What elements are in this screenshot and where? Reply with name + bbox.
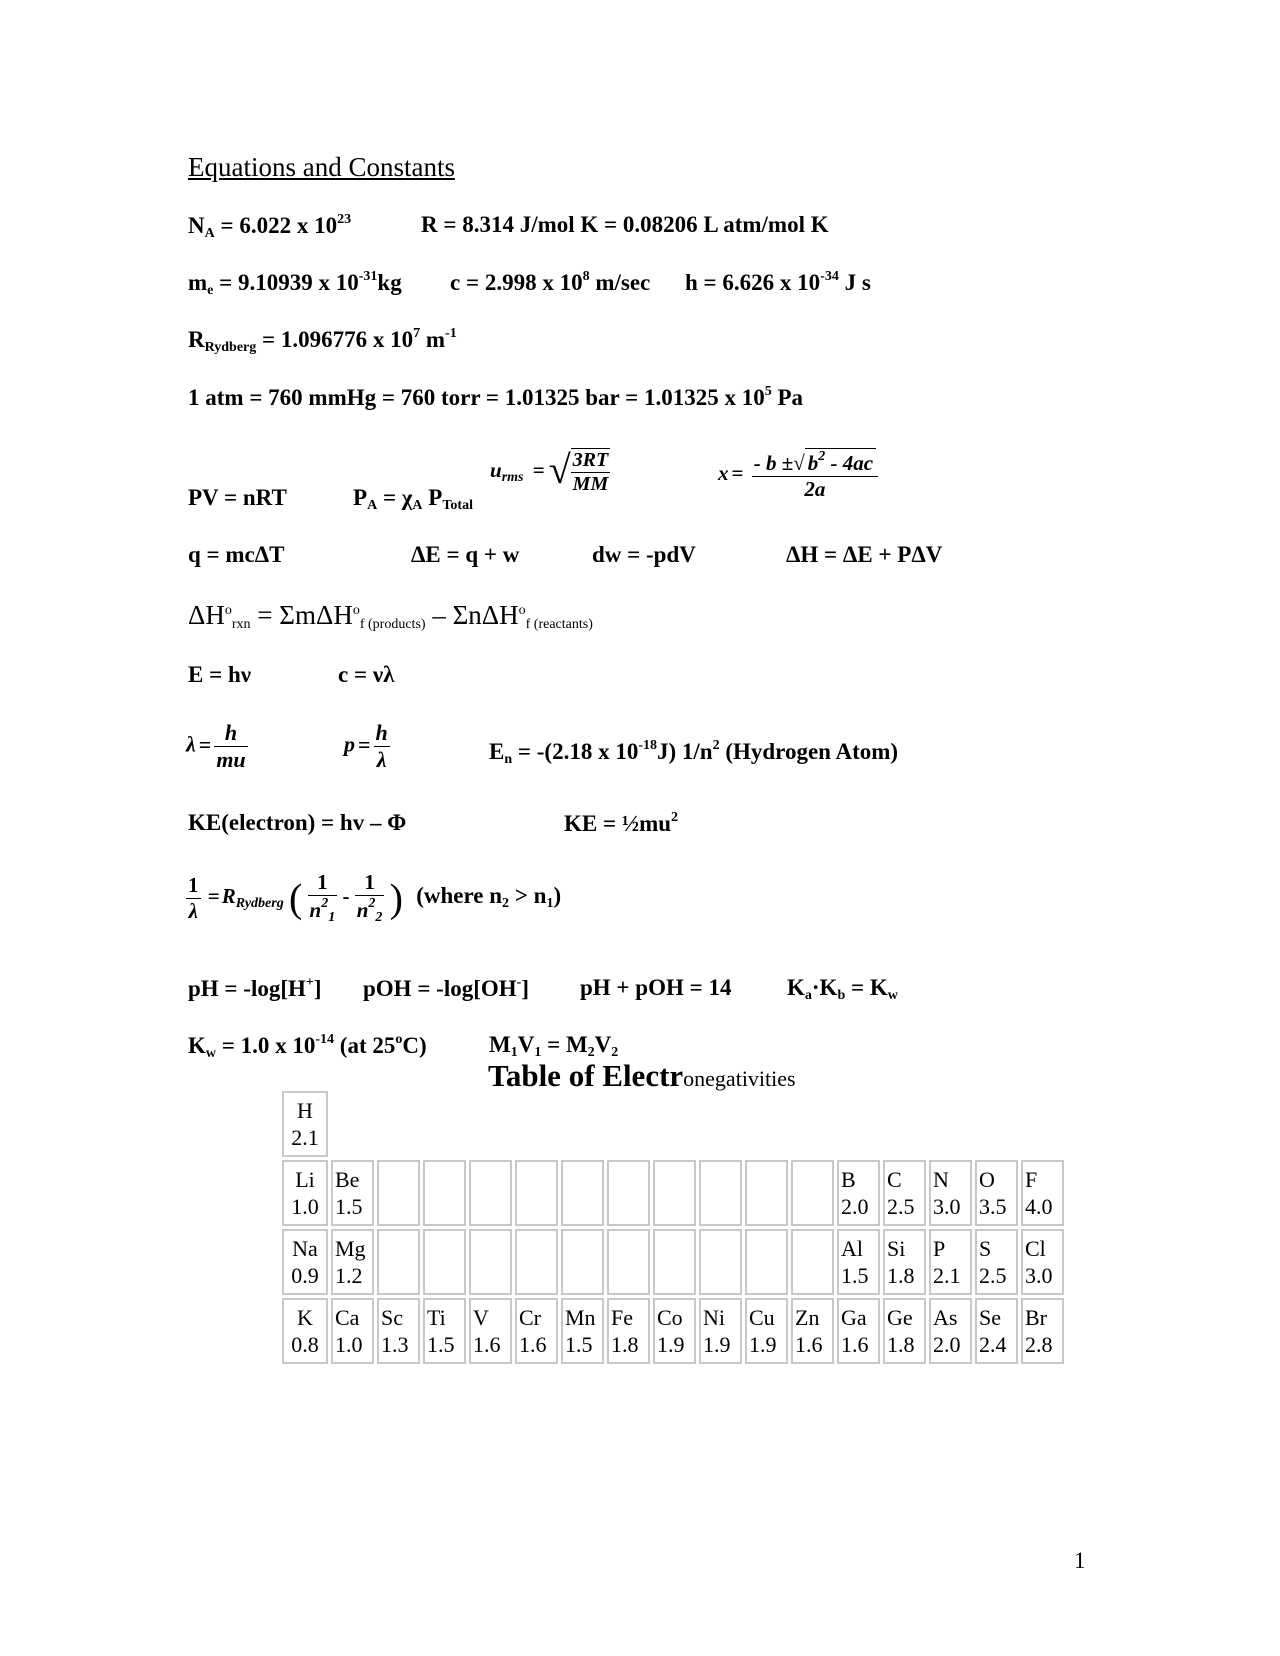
rydberg-equation: $\frac{1}{\lambda}$ $=R_{Rydberg}$ ( $\frac{1}{n^2_1}$ - $\frac{1}{n^2_2}$ ) (where $n_2 > n_1$) bbox=[188, 870, 562, 925]
element-cell: B 2.0 bbox=[837, 1160, 880, 1226]
element-cell: N 3.0 bbox=[929, 1160, 972, 1226]
element-cell: Cu 1.9 bbox=[745, 1298, 788, 1364]
page-number: 1 bbox=[1074, 1548, 1086, 1573]
electronegativity-table bbox=[279, 1088, 1067, 1367]
element-cell: Ca 1.0 bbox=[331, 1298, 374, 1364]
element-cell: S 2.5 bbox=[975, 1229, 1018, 1295]
ph-equation: pH = -log[H+] bbox=[188, 975, 322, 1001]
element-cell: F 4.0 bbox=[1021, 1160, 1064, 1226]
element-cell: Ga 1.6 bbox=[837, 1298, 880, 1364]
page-title: Equations and Constants bbox=[188, 152, 455, 182]
element-cell: Fe 1.8 bbox=[607, 1298, 650, 1364]
element-cell: As 2.0 bbox=[929, 1298, 972, 1364]
element-cell: Mn 1.5 bbox=[561, 1298, 604, 1364]
element-cell: K 0.8 bbox=[282, 1298, 328, 1364]
gas-constant: R = 8.314 J/mol K = 0.08206 L atm/mol K bbox=[421, 212, 829, 237]
rydberg-constant: $R_{Rydberg} = 1.096776$ x $10^7$ $m^{-1}$ bbox=[188, 326, 457, 355]
element-cell: P 2.1 bbox=[929, 1229, 972, 1295]
dilution-equation: $M_1V_1 = M_2V_2$ bbox=[489, 1032, 619, 1060]
element-cell: Ti 1.5 bbox=[423, 1298, 466, 1364]
quadratic-formula: x = $\frac{- b \pm√ b^2 - 4ac}{2a}$ bbox=[718, 448, 878, 502]
element-cell: O 3.5 bbox=[975, 1160, 1018, 1226]
hydrogen-energy: $E_n = -(2.18$ x $10^{-18}J$) $1/n^2$ (Hydrogen Atom) bbox=[489, 738, 899, 767]
element-cell: Cr 1.6 bbox=[515, 1298, 558, 1364]
momentum-equation: p = $\frac{h}{\lambda}$ bbox=[344, 720, 388, 772]
element-cell: Al 1.5 bbox=[837, 1229, 880, 1295]
wave-equation: c = νλ bbox=[338, 662, 395, 687]
kw-value: $K_w = 1.0$ x $10^{-14}$ (at 25$^o$C) bbox=[188, 1032, 427, 1061]
enthalpy-equation: ΔH = ΔE + PΔV bbox=[786, 542, 943, 567]
kinetic-energy: KE = $\frac{1}{2}mu^2$ bbox=[564, 810, 679, 836]
element-cell: Sc 1.3 bbox=[377, 1298, 420, 1364]
speed-of-light: c = 2.998 x $10^8$ m/sec bbox=[450, 269, 651, 295]
work-equation: dw = -pdV bbox=[592, 542, 696, 567]
element-cell: Si 1.8 bbox=[883, 1229, 926, 1295]
urms-equation: $u_{rms}$ = √ $\frac{3RT}{MM}$ bbox=[490, 447, 609, 496]
element-cell: Li 1.0 bbox=[282, 1160, 328, 1226]
pressure-conversions: 1 atm = 760 mmHg = 760 torr = 1.01325 bar = 1.01325 x $10^5$ Pa bbox=[188, 384, 804, 410]
element-cell: Ge 1.8 bbox=[883, 1298, 926, 1364]
element-cell: Mg 1.2 bbox=[331, 1229, 374, 1295]
heat-equation: q = mcΔT bbox=[188, 542, 285, 567]
ka-kb-relation: $K_a\cdot K_b = K_w$ bbox=[787, 975, 898, 1003]
hess-law: $\Delta H^o_{rxn} = \Sigma m\Delta H^o_{f (products)} - \Sigma n\Delta H^o_{f (reactants)}$ bbox=[188, 600, 593, 632]
ph-poh-sum: pH + pOH = 14 bbox=[580, 975, 732, 1000]
poh-equation: pOH = -log[OH-] bbox=[363, 975, 530, 1001]
avogadro-line: $N_A = 6.022$ x $10^{23}$ bbox=[188, 212, 352, 241]
element-cell: V 1.6 bbox=[469, 1298, 512, 1364]
photon-energy: E = hν bbox=[188, 662, 252, 687]
element-cell: Na 0.9 bbox=[282, 1229, 328, 1295]
element-cell: Cl 3.0 bbox=[1021, 1229, 1064, 1295]
electron-mass: $m_e = 9.10939$ x $10^{-31}kg$ bbox=[188, 269, 402, 298]
element-cell: Co 1.9 bbox=[653, 1298, 696, 1364]
debroglie-equation: λ = $\frac{h}{mu}$ bbox=[186, 720, 246, 772]
ideal-gas-law: PV = nRT bbox=[188, 485, 287, 510]
element-cell: C 2.5 bbox=[883, 1160, 926, 1226]
element-cell: Br 2.8 bbox=[1021, 1298, 1064, 1364]
photoelectric-equation: KE(electron) = hv – Φ bbox=[188, 810, 407, 835]
element-cell: H 2.1 bbox=[282, 1091, 328, 1157]
planck-constant: h = 6.626 x $10^{-34}$ J s bbox=[685, 269, 871, 295]
element-cell: Zn 1.6 bbox=[791, 1298, 834, 1364]
electronegativity-table-title: Table of Electronegativities bbox=[488, 1058, 796, 1093]
element-cell: Ni 1.9 bbox=[699, 1298, 742, 1364]
internal-energy: ΔE = q + w bbox=[411, 542, 520, 567]
element-cell: Be 1.5 bbox=[331, 1160, 374, 1226]
element-cell: Se 2.4 bbox=[975, 1298, 1018, 1364]
partial-pressure: $P_A = \chi_A$ $P_{Total}$ bbox=[353, 485, 473, 513]
